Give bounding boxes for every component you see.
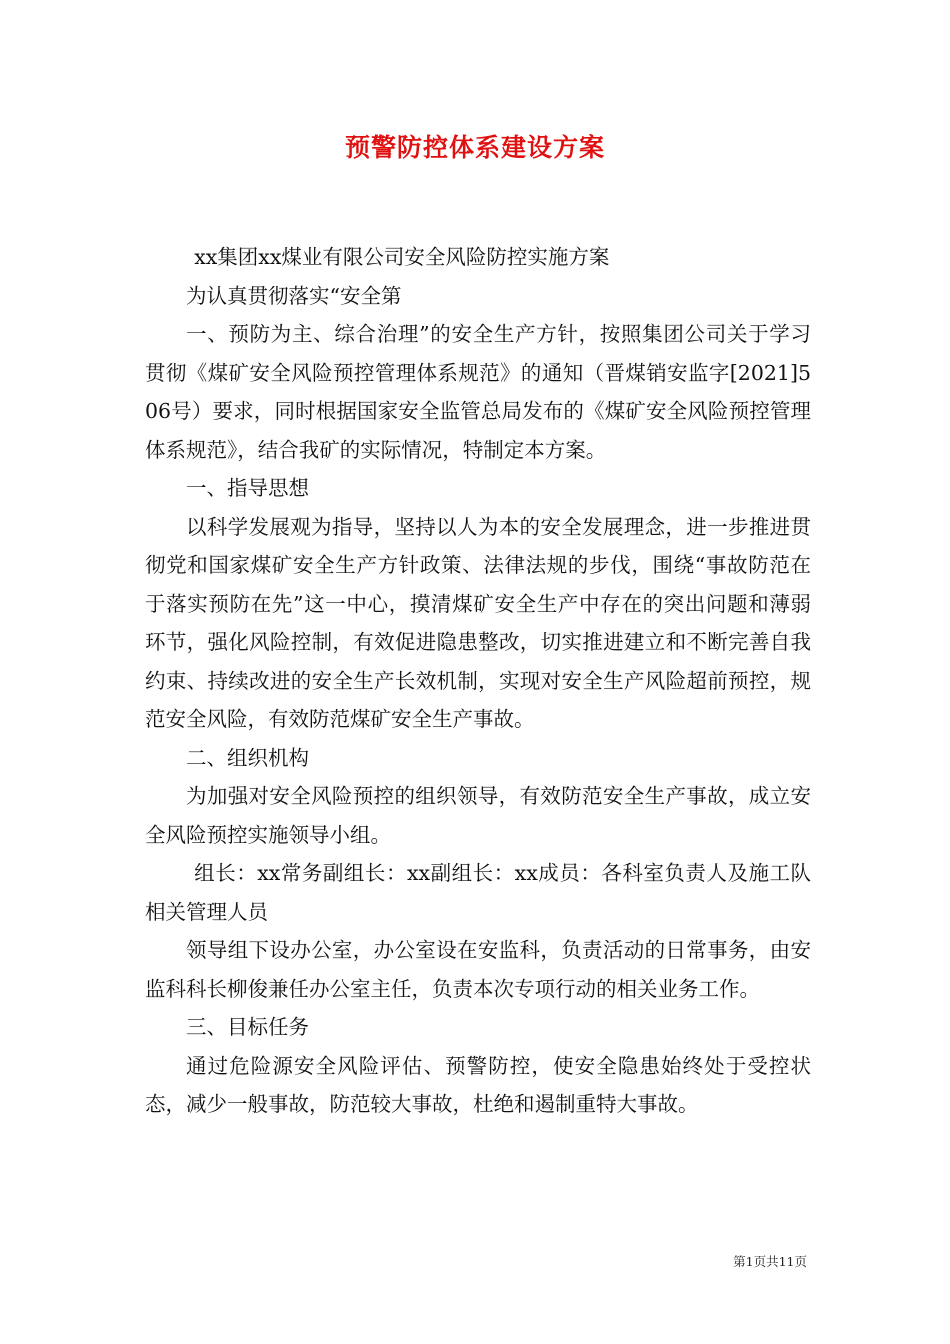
- section-heading-organization: 二、组织机构: [186, 745, 309, 770]
- paragraph-objectives: 通过危险源安全风险评估、预警防控，使安全隐患始终处于受控状态，减少一般事故，防范较大事故，杜绝和遏制重特大事故。: [145, 1053, 811, 1116]
- section-heading-guiding-thought: 一、指导思想: [186, 476, 309, 500]
- document-body: [145, 238, 811, 1124]
- paragraph-policy: 一、预防为主、综合治理”的安全生产方针，按照集团公司关于学习贯彻《煤矿安全风险预控管理体系规范》的通知（晋煤销安监字[2021]506号）要求，同时根据国家安全监管总局发布的《煤矿安全风险预控管理体系规范》，结合我矿的实际情况，特制定本方案。: [145, 322, 811, 462]
- paragraph-organization: 为加强对安全风险预控的组织领导，有效防范安全生产事故，成立安全风险预控实施领导小组。: [145, 784, 811, 847]
- paragraph-plan-name: xx集团xx煤业有限公司安全风险防控实施方案: [194, 245, 610, 269]
- page-number-footer: 第1页共11页: [733, 1254, 807, 1269]
- paragraph-leadership-members: 组长：xx常务副组长：xx副组长：xx成员：各科室负责人及施工队相关管理人员: [145, 861, 811, 924]
- paragraph-office: 领导组下设办公室，办公室设在安监科，负责活动的日常事务，由安监科科长柳俊兼任办公室主任，负责本次专项行动的相关业务工作。: [145, 938, 811, 1001]
- paragraph-guiding-thought: 以科学发展观为指导，坚持以人为本的安全发展理念，进一步推进贯彻党和国家煤矿安全生产方针政策、法律法规的步伐，围绕“事故防范在于落实预防在先”这一中心，摸清煤矿安全生产中存在的突出问题和薄弱环节，强化风险控制，有效促进隐患整改，切实推进建立和不断完善自我约束、持续改进的安全生产长效机制，实现对安全生产风险超前预控，规范安全风险，有效防范煤矿安全生产事故。: [145, 514, 811, 731]
- document-title: 预警防控体系建设方案: [344, 133, 605, 162]
- paragraph-intro: 为认真贯彻落实“安全第: [186, 283, 402, 308]
- section-heading-objectives: 三、目标任务: [186, 1015, 309, 1039]
